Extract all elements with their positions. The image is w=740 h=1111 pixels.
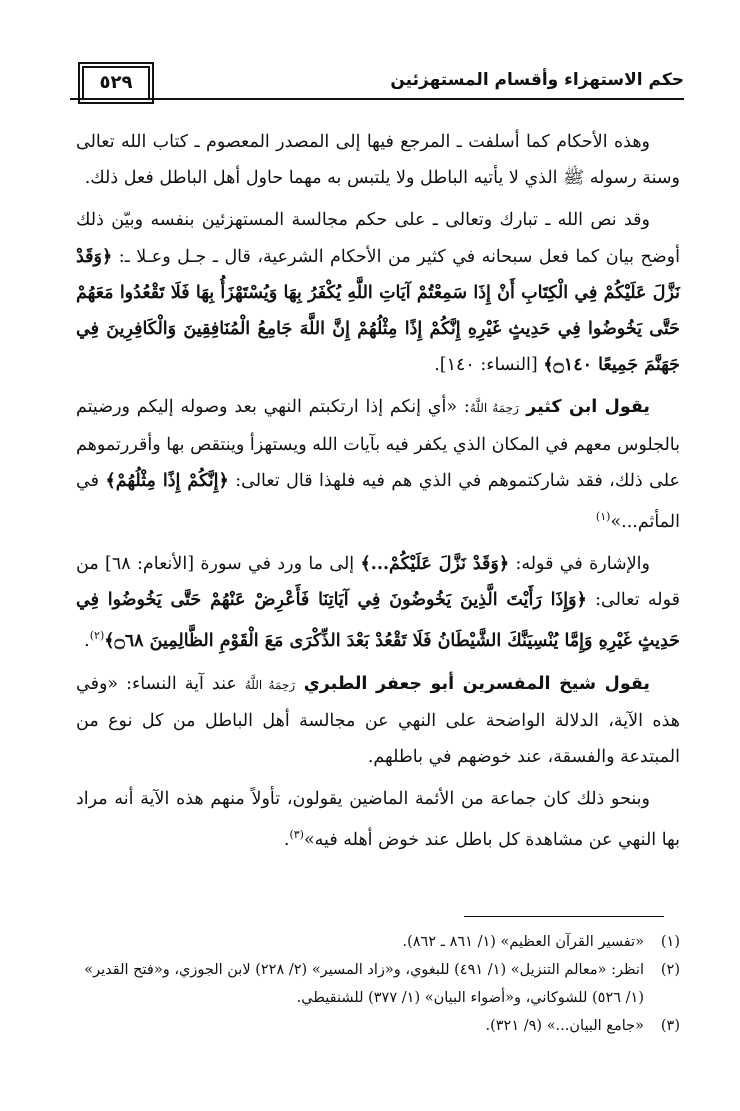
- running-header: [70, 62, 684, 106]
- footnote-1: [76, 928, 680, 956]
- honorific-mark: رَحِمَهُ اللَّهُ: [469, 401, 519, 416]
- page-number: ٥٢٩: [82, 66, 150, 100]
- quran-verse: ﴿إِنَّكُمْ إِذًا مِثْلُهُمْ﴾: [105, 470, 229, 491]
- paragraph-lead: وقد نص الله ـ تبارك وتعالى ـ على حكم مجالسة المستهزئين بنفسه وبيّن ذلك أوضح بيان كما فعل سبحانه في كثير من الأحكام الشرعية، قال ـ جـل وعـلا ـ:: [76, 210, 680, 267]
- footnote-text: انظر: «معالم التنزيل» (١/ ٤٩١) للبغوي، و«زاد المسير» (٢/ ٢٢٨) لابن الجوزي، و«فتح القدير» (١/ ٥٢٦) للشوكاني، و«أضواء البيان» (١/ ٣٧٧) للشنقيطي.: [84, 962, 644, 1006]
- footnote-3: [76, 1012, 680, 1040]
- header-rule: [70, 98, 684, 100]
- header-title: حكم الاستهزاء وأقسام المستهزئين: [390, 70, 684, 90]
- footnote-separator: [464, 916, 664, 917]
- paragraph-6: [76, 781, 680, 858]
- paragraph-lead: والإشارة في قوله:: [509, 554, 650, 575]
- footnote-text: «جامع البيان...» (٩/ ٣٢١).: [485, 1018, 644, 1034]
- footnote-text: «تفسير القرآن العظيم» (١/ ٨٦١ ـ ٨٦٢).: [402, 934, 644, 950]
- paragraph-text: وهذه الأحكام كما أسلفت ـ المرجع فيها إلى المصدر المعصوم ـ كتاب الله تعالى وسنة رسوله ﷺ الذي لا يأتيه الباطل ولا يلتبس به مهما حاول أهل الباطل فعل ذلك.: [76, 132, 680, 189]
- footnote-ref-1[interactable]: (١): [595, 510, 611, 524]
- footnotes: [76, 928, 680, 1040]
- paragraph-text: وبنحو ذلك كان جماعة من الأئمة الماضين يقولون، تأولاً منهم هذه الآية أنه مراد بها النهي عن مشاهدة كل باطل عند خوض أهله فيه»: [76, 789, 680, 851]
- author-name: يقول ابن كثير: [518, 397, 650, 418]
- quote-text: عند آية النساء: «وفي هذه الآية، الدلالة الواضحة على النهي عن مجالسة أهل الباطل من كل نوع من المبتدعة والفسقة، عند خوضهم في باطلهم.: [76, 673, 680, 767]
- quote-text: : «أي إنكم إذا ارتكبتم النهي بعد وصوله إليكم ورضيتم بالجلوس معهم في المكان الذي يكفر فيه بآيات الله ويستهزأ وينتقص بها وأقررتموهم على ذلك، فقد شاركتموهم في الذي هم فيه فلهذا قال تعالى:: [76, 397, 681, 491]
- footnote-number: (٣): [660, 1018, 680, 1034]
- footnote-number: (٢): [660, 962, 680, 978]
- paragraph-2: [76, 202, 680, 383]
- paragraph-4: [76, 546, 680, 659]
- paragraph-3: [76, 389, 680, 540]
- main-text: [76, 124, 680, 864]
- paragraph-tail: .: [84, 631, 90, 652]
- footnote-2: [76, 956, 680, 1012]
- paragraph-5: [76, 666, 680, 776]
- footnote-ref-2[interactable]: (٢): [89, 629, 105, 643]
- footnote-ref-3[interactable]: (٣): [289, 828, 304, 842]
- verse-citation: [النساء: ١٤٠].: [434, 355, 544, 376]
- paragraph-mid: إلى ما ورد في سورة [الأنعام: ٦٨] من قوله تعالى:: [76, 554, 680, 611]
- paragraph-tail: .: [283, 830, 290, 851]
- author-name: يقول شيخ المفسرين أبو جعفر الطبري: [295, 673, 650, 694]
- paragraph-1: [76, 124, 680, 196]
- quote-tail: في المأثم...»: [76, 470, 680, 532]
- quran-verse: ﴿وَقَدْ نَزَّلَ عَلَيْكُمْ فِي الْكِتَابِ أَنْ إِذَا سَمِعْتُمْ آيَاتِ اللَّهِ يُكْفَرُ بِهَا وَيُسْتَهْزَأُ بِهَا فَلَا تَقْعُدُوا مَعَهُمْ حَتَّى يَخُوضُوا فِي حَدِيثٍ غَيْرِهِ إِنَّكُمْ إِذًا مِثْلُهُمْ إِنَّ اللَّهَ جَامِعُ الْمُنَافِقِينَ وَالْكَافِرِينَ فِي جَهَنَّمَ جَمِيعًا ۝١٤٠﴾: [76, 246, 680, 376]
- quran-verse: ﴿وَإِذَا رَأَيْتَ الَّذِينَ يَخُوضُونَ فِي آيَاتِنَا فَأَعْرِضْ عَنْهُمْ حَتَّى يَخُوضُوا فِي حَدِيثٍ غَيْرِهِ وَإِمَّا يُنْسِيَنَّكَ الشَّيْطَانُ فَلَا تَقْعُدْ بَعْدَ الذِّكْرَى مَعَ الْقَوْمِ الظَّالِمِينَ ۝٦٨﴾: [76, 590, 680, 652]
- footnote-number: (١): [660, 934, 680, 950]
- quran-verse-ref: ﴿وَقَدْ نَزَّلَ عَلَيْكُمْ...﴾: [360, 554, 510, 575]
- honorific-mark: رَحِمَهُ اللَّهُ: [244, 677, 296, 692]
